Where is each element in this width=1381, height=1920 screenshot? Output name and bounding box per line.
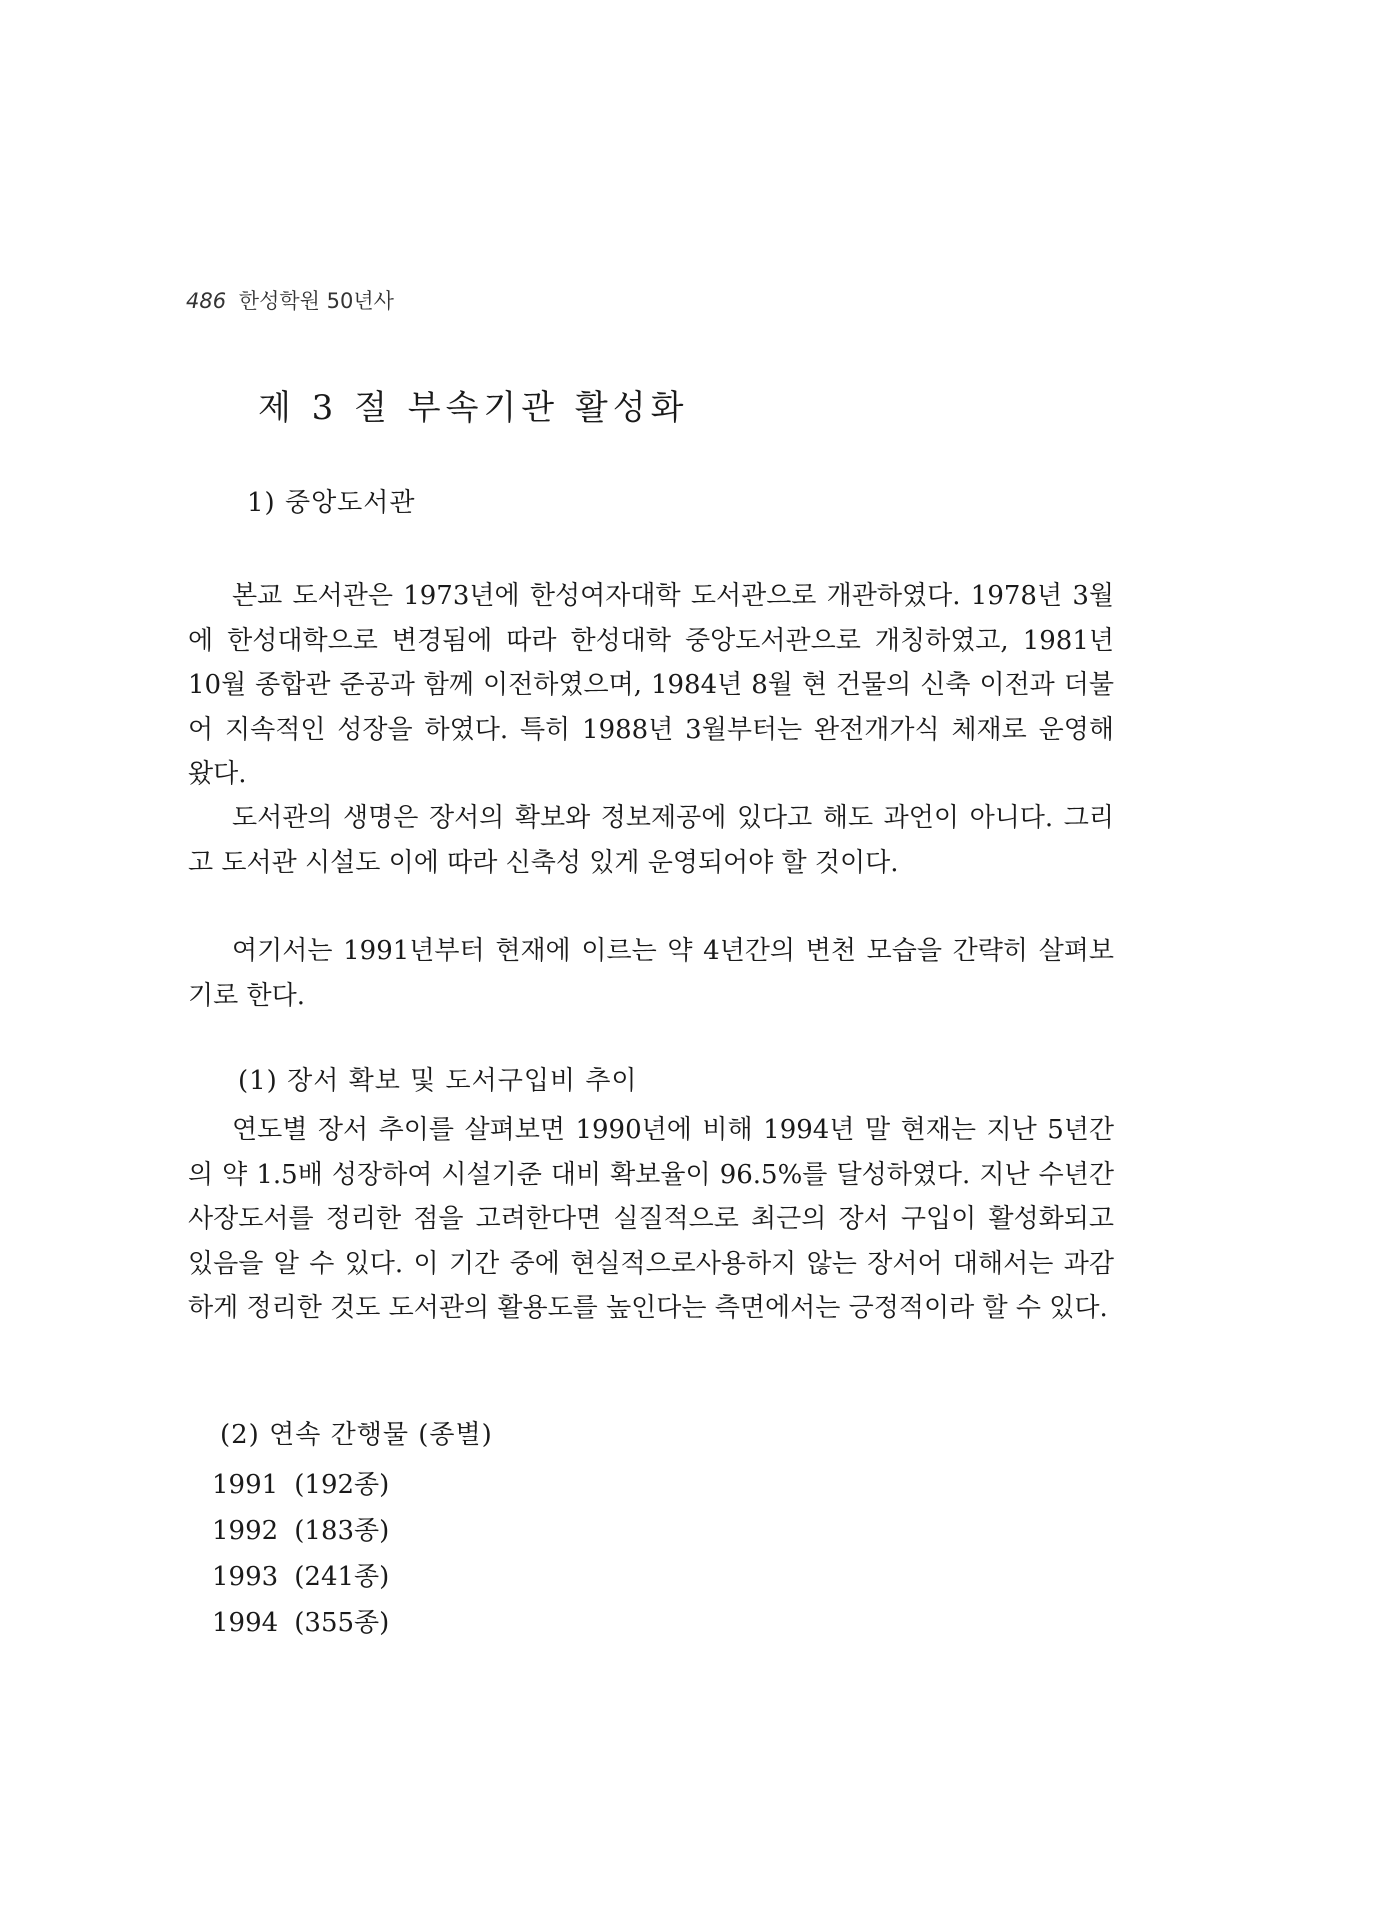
subsection-heading-serials: (2) 연속 간행물 (종별)	[220, 1420, 493, 1450]
serials-count: (241종)	[294, 1562, 390, 1592]
serials-year: 1994	[212, 1608, 279, 1638]
list-item	[212, 1508, 389, 1554]
paragraph-collection-trend: 연도별 장서 추이를 살펴보면 1990년에 비해 1994년 말 현재는 지난 5년간의 약 1.5배 성장하여 시설기준 대비 확보율이 96.5%를 달성하였다. 지난 수년간 사장도서를 정리한 점을 고려한다면 실질적으로 최근의 장서 구입이 활성화되고 있음을 알 수 있다. 이 기간 중에 현실적으로사용하지 않는 장서어 대해서는 과감하게 정리한 것도 도서관의 활용도를 높인다는 측면에서는 긍정적이라 할 수 있다.	[188, 1115, 1114, 1323]
page-number: 486	[186, 289, 227, 313]
running-head	[186, 285, 394, 315]
serials-count: (183종)	[294, 1516, 390, 1546]
serials-count: (192종)	[294, 1470, 390, 1500]
list-item	[212, 1554, 389, 1600]
serials-list	[212, 1462, 389, 1646]
serials-year: 1992	[212, 1516, 279, 1546]
list-item	[212, 1600, 389, 1646]
paragraph-library-scope: 여기서는 1991년부터 현재에 이르는 약 4년간의 변천 모습을 간략히 살펴보기로 한다.	[188, 936, 1114, 1011]
subsection-heading-collection: (1) 장서 확보 및 도서구입비 추이	[238, 1066, 638, 1096]
book-title: 한성학원 50년사	[238, 289, 394, 313]
list-item	[212, 1462, 389, 1508]
serials-year: 1993	[212, 1562, 279, 1592]
serials-year: 1991	[212, 1470, 279, 1500]
paragraph-library-history: 본교 도서관은 1973년에 한성여자대학 도서관으로 개관하였다. 1978년 3월에 한성대학으로 변경됨에 따라 한성대학 중앙도서관으로 개칭하였고, 1981년 10월 종합관 준공과 함께 이전하였으며, 1984년 8월 현 건물의 신축 이전과 더불어 지속적인 성장을 하였다. 특히 1988년 3월부터는 완전개가식 체재로 운영해 왔다.	[188, 581, 1114, 789]
serials-count: (355종)	[294, 1608, 390, 1638]
subsection-heading-library: 1) 중앙도서관	[247, 488, 416, 518]
section-title: 제 3 절 부속기관 활성화	[258, 388, 689, 428]
paragraph-library-role: 도서관의 생명은 장서의 확보와 정보제공에 있다고 해도 과언이 아니다. 그리고 도서관 시설도 이에 따라 신축성 있게 운영되어야 할 것이다.	[188, 803, 1114, 878]
